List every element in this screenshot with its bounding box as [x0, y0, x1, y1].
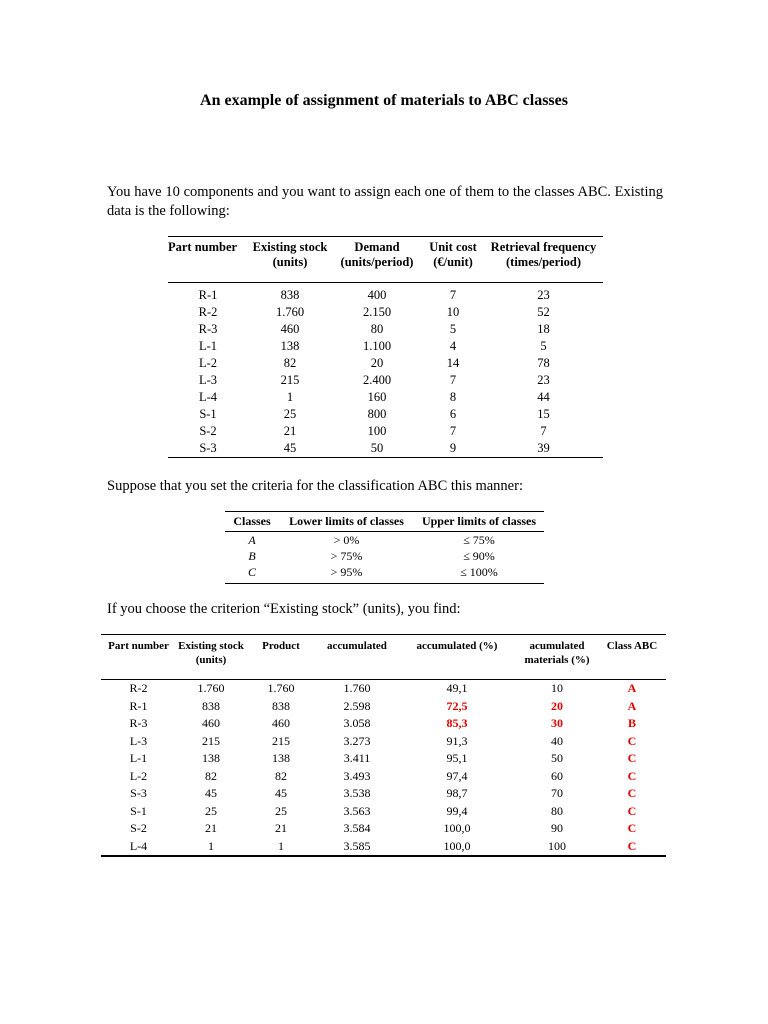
table-cell: 1.100: [362, 339, 392, 353]
table-cell: 3.538: [343, 786, 371, 800]
table-row: [168, 321, 603, 338]
header-classes: Classes: [225, 512, 279, 532]
table-cell: 10: [446, 305, 460, 319]
header-retrieval-frequency: Retrieval frequency (times/period): [490, 240, 597, 269]
header-part-number: Part number: [168, 240, 238, 254]
table-row: [101, 715, 666, 733]
table-row: [101, 803, 666, 821]
table-cell: 10: [551, 681, 563, 695]
table-cell: 3.273: [343, 733, 371, 748]
table-cell: 1.760: [343, 681, 371, 695]
table-cell: 7: [449, 373, 457, 387]
table-cell: R-3: [129, 716, 148, 730]
table-cell: L-1: [129, 751, 148, 765]
table-cell: 49,1: [446, 681, 468, 695]
table-cell: 3.411: [343, 751, 371, 765]
table-cell: 21: [205, 821, 217, 835]
header-existing-stock: Existing stock (units): [252, 240, 328, 269]
table-row: [168, 283, 603, 305]
table-cell: 70: [551, 786, 563, 800]
table-row: [168, 304, 603, 321]
table-cell: 39: [537, 441, 550, 455]
header-product: Product: [246, 635, 316, 680]
table-cell: 6: [449, 407, 457, 421]
table-cell: 45: [283, 441, 297, 455]
table-cell: 4: [449, 339, 457, 353]
header-accumulated-materials: acumulated materials (%): [516, 635, 598, 680]
table-cell: S-2: [130, 821, 147, 835]
table-cell: 82: [275, 768, 287, 783]
page-title: An example of assignment of materials to ABC classes: [200, 92, 568, 109]
table-cell: R-2: [129, 681, 148, 695]
table-row: [101, 785, 666, 803]
table-cell: 25: [283, 407, 297, 421]
table-cell: L-2: [129, 768, 148, 783]
table-cell: 20: [551, 698, 563, 713]
header-part-number: Part number: [101, 635, 176, 680]
table-cell: 50: [551, 751, 563, 765]
header-existing-stock: Existing stock (units): [176, 635, 246, 680]
table-cell: 138: [202, 751, 220, 765]
table-cell: 215: [280, 373, 300, 387]
table-cell: 400: [367, 288, 387, 302]
table-row: [168, 440, 603, 458]
table-cell: 800: [367, 407, 387, 421]
table-cell: ≤ 90%: [463, 549, 495, 563]
table-cell: L-1: [198, 339, 218, 353]
table-cell: C: [627, 768, 637, 783]
header-accumulated: accumulated: [316, 635, 398, 680]
criterion-paragraph: If you choose the criterion “Existing stock” (units), you find:: [107, 601, 461, 617]
table-cell: R-1: [198, 288, 218, 302]
table-cell: > 0%: [333, 533, 360, 547]
table-cell: 215: [202, 733, 220, 748]
table-cell: L-3: [198, 373, 218, 387]
table-row: [101, 838, 666, 857]
table-cell: C: [627, 803, 637, 818]
header-demand: Demand (units/period): [340, 240, 414, 269]
class-criteria-table: [225, 511, 544, 584]
table-row: [168, 389, 603, 406]
table-cell: 14: [446, 356, 460, 370]
table-cell: 52: [537, 305, 550, 319]
table-cell: 838: [280, 288, 300, 302]
table-cell: 45: [275, 786, 287, 800]
table-row: [225, 532, 544, 549]
table-cell: 460: [280, 322, 300, 336]
table-cell: S-3: [130, 786, 147, 800]
criteria-paragraph: Suppose that you set the criteria for the classification ABC this manner:: [107, 478, 523, 494]
header-class-abc: Class ABC: [598, 635, 666, 680]
table-cell: 3.493: [343, 768, 371, 783]
table-cell: 2.400: [362, 373, 392, 387]
table-row: [168, 372, 603, 389]
table-cell: C: [627, 838, 637, 853]
table-cell: 50: [370, 441, 384, 455]
table-cell: 100,0: [443, 821, 471, 835]
table-cell: L-4: [198, 390, 218, 404]
table-cell: > 75%: [330, 549, 363, 563]
table-cell: ≤ 100%: [460, 565, 498, 579]
table-row: [168, 355, 603, 372]
table-cell: L-4: [129, 838, 148, 853]
table-row: [225, 564, 544, 584]
table-cell: 23: [537, 373, 550, 387]
table-cell: 2.598: [343, 698, 371, 713]
table-cell: 99,4: [446, 803, 468, 818]
table-cell: A: [627, 698, 637, 713]
header-lower-limits: Lower limits of classes: [279, 512, 414, 532]
table-cell: 460: [272, 716, 290, 730]
table-cell: A: [627, 681, 637, 695]
table-cell: 2.150: [362, 305, 392, 319]
table-cell: S-2: [199, 424, 217, 438]
table-cell: 45: [205, 786, 217, 800]
table-row: [225, 548, 544, 564]
table-cell: L-2: [198, 356, 218, 370]
table-cell: 44: [537, 390, 550, 404]
table-cell: 91,3: [446, 733, 468, 748]
table-row: [101, 750, 666, 768]
table-cell: > 95%: [330, 565, 363, 579]
table-cell: 20: [370, 356, 384, 370]
table-cell: 160: [367, 390, 387, 404]
table-cell: 78: [537, 356, 550, 370]
table-cell: 80: [551, 803, 563, 818]
table-cell: S-1: [199, 407, 217, 421]
table-cell: R-2: [198, 305, 218, 319]
table-row: [168, 338, 603, 355]
table-cell: 1.760: [197, 681, 225, 695]
table-cell: S-3: [199, 441, 217, 455]
table-cell: 9: [449, 441, 457, 455]
table-cell: C: [247, 565, 256, 579]
table-cell: C: [627, 751, 637, 765]
table-cell: 1: [286, 390, 294, 404]
table-row: [101, 733, 666, 751]
component-data-table: [168, 236, 603, 458]
table-row: [168, 406, 603, 423]
table-cell: L-3: [129, 733, 148, 748]
table-cell: 1.760: [267, 681, 295, 695]
table-cell: 97,4: [446, 768, 468, 783]
table-cell: B: [627, 716, 636, 730]
table-cell: 15: [537, 407, 550, 421]
table-cell: 7: [449, 424, 457, 438]
table-cell: 82: [283, 356, 297, 370]
table-cell: 1.760: [275, 305, 305, 319]
table-cell: 7: [540, 424, 547, 438]
table-cell: 3.584: [343, 821, 371, 835]
table-cell: C: [627, 786, 637, 800]
table-cell: 3.585: [343, 838, 371, 853]
table-cell: 82: [205, 768, 217, 783]
table-cell: 100: [367, 424, 387, 438]
table-cell: A: [248, 533, 256, 547]
table-cell: 8: [449, 390, 457, 404]
table-row: [168, 423, 603, 440]
table-cell: 25: [275, 803, 287, 818]
table-cell: 838: [202, 698, 220, 713]
table-cell: B: [248, 549, 256, 563]
table-cell: 5: [540, 339, 547, 353]
table-cell: 90: [551, 821, 563, 835]
header-upper-limits: Upper limits of classes: [414, 512, 544, 532]
table-row: [101, 698, 666, 716]
table-cell: R-3: [198, 322, 218, 336]
table-cell: 5: [449, 322, 457, 336]
table-cell: 7: [449, 288, 457, 302]
table-row: [101, 820, 666, 838]
table-cell: 95,1: [446, 751, 468, 765]
table-cell: 1: [208, 838, 214, 853]
table-cell: C: [627, 821, 637, 835]
table-cell: 18: [537, 322, 550, 336]
table-cell: 138: [280, 339, 300, 353]
table-cell: R-1: [129, 698, 148, 713]
table-row: [101, 680, 666, 698]
table-cell: 25: [205, 803, 217, 818]
table-cell: 3.563: [343, 803, 371, 818]
table-cell: 80: [370, 322, 384, 336]
table-cell: 460: [202, 716, 220, 730]
table-cell: 85,3: [446, 716, 468, 730]
table-cell: 21: [275, 821, 287, 835]
table-cell: 98,7: [446, 786, 468, 800]
table-cell: 838: [272, 698, 290, 713]
table-row: [101, 768, 666, 786]
header-unit-cost: Unit cost (€/unit): [429, 240, 477, 269]
table-cell: 215: [272, 733, 290, 748]
table-cell: 1: [278, 838, 284, 853]
table-cell: 23: [537, 288, 550, 302]
table-cell: S-1: [130, 803, 147, 818]
table-cell: 60: [551, 768, 563, 783]
header-accumulated-percent: accumulated (%): [398, 635, 516, 680]
table-cell: 3.058: [343, 716, 371, 730]
table-cell: 138: [272, 751, 290, 765]
table-cell: 72,5: [446, 698, 468, 713]
table-cell: C: [627, 733, 637, 748]
table-cell: 40: [551, 733, 563, 748]
table-cell: 100: [548, 838, 566, 853]
table-cell: ≤ 75%: [463, 533, 495, 547]
table-cell: 100,0: [443, 838, 471, 853]
table-cell: 30: [551, 716, 563, 730]
intro-paragraph: You have 10 components and you want to assign each one of them to the classes ABC. Existing data is the following:: [107, 184, 663, 219]
abc-classification-table: [101, 634, 666, 857]
table-cell: 21: [283, 424, 297, 438]
